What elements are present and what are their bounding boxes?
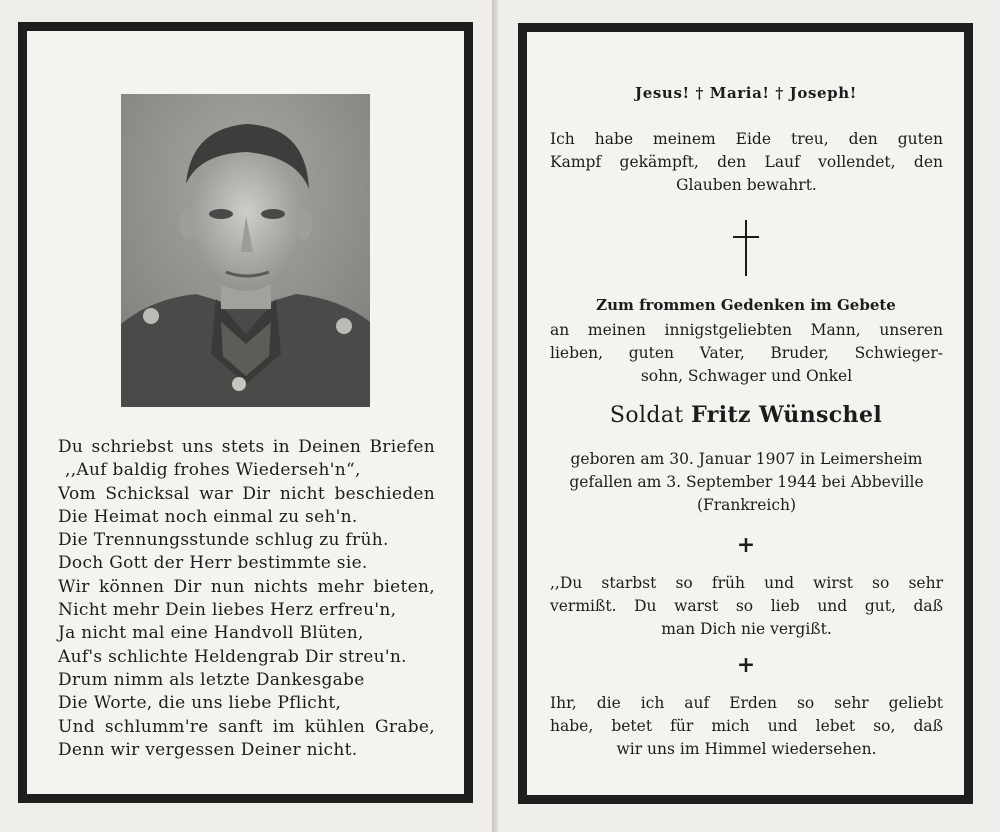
birth-line: geboren am 30. Januar 1907 in Leimersheim — [570, 450, 923, 468]
prayer-line: habe, betet für mich und lebet so, daß — [550, 717, 943, 735]
remembrance-line: an meinen innigstgeliebten Mann, unseren — [550, 321, 943, 339]
poem-line: ,,Auf baldig frohes Wiederseh'n“, — [65, 460, 361, 481]
verse-line: Ich habe meinem Eide treu, den guten — [550, 130, 943, 148]
farewell-quote — [527, 572, 965, 641]
memorial-poem — [27, 436, 465, 762]
right-mourning-border — [518, 23, 973, 804]
prayer-line: wir uns im Himmel wiedersehen. — [616, 740, 877, 758]
poem-line: Die Heimat noch einmal zu seh'n. — [58, 506, 358, 527]
poem-line: Ja nicht mal eine Handvoll Blüten, — [58, 623, 364, 644]
scripture-verse — [527, 128, 965, 197]
poem-line: Wir können Dir nun nichts mehr bieten, — [58, 576, 435, 597]
poem-line: Die Worte, die uns liebe Pflicht, — [58, 693, 342, 714]
small-cross-icon: + — [736, 532, 756, 558]
poem-line: Auf's schlichte Heldengrab Dir streu'n. — [58, 646, 407, 667]
final-prayer — [527, 692, 965, 761]
poem-line: Vom Schicksal war Dir nicht beschieden — [58, 483, 435, 504]
deceased-name — [527, 402, 965, 428]
verse-line: Kampf gekämpft, den Lauf vollendet, den — [550, 153, 943, 171]
country-line: (Frankreich) — [696, 496, 797, 514]
remembrance-heading: Zum frommen Gedenken im Gebete — [596, 296, 896, 314]
poem-line: Nicht mehr Dein liebes Herz erfreu'n, — [58, 600, 397, 621]
left-card-page — [0, 0, 492, 832]
poem-line: Doch Gott der Herr bestimmte sie. — [58, 553, 368, 574]
right-card-page — [498, 0, 1000, 832]
poem-line: Denn wir vergessen Deiner nicht. — [58, 739, 358, 760]
poem-line: Die Trennungsstunde schlug zu früh. — [58, 530, 389, 551]
remembrance-line: sohn, Schwager und Onkel — [640, 367, 853, 385]
verse-line: Glauben bewahrt. — [676, 176, 817, 194]
life-dates — [527, 448, 965, 517]
rank: Soldat — [609, 403, 684, 428]
small-cross-icon: + — [736, 652, 756, 678]
invocation-heading: Jesus! † Maria! † Joseph! — [635, 84, 857, 102]
death-line: gefallen am 3. September 1944 bei Abbeville — [569, 473, 924, 491]
quote-line: vermißt. Du warst so lieb und gut, daß — [550, 597, 943, 615]
quote-line: man Dich nie vergißt. — [661, 620, 832, 638]
remembrance-text — [527, 294, 965, 388]
soldier-portrait-photo — [121, 94, 370, 407]
quote-line: ,,Du starbst so früh und wirst so sehr — [550, 574, 943, 592]
full-name: Fritz Wünschel — [691, 402, 883, 428]
remembrance-line: lieben, guten Vater, Bruder, Schwieger- — [550, 344, 943, 362]
poem-line: Drum nimm als letzte Dankesgabe — [58, 669, 365, 690]
left-mourning-border — [18, 22, 473, 803]
poem-line: Du schriebst uns stets in Deinen Briefen — [58, 437, 435, 457]
prayer-line: Ihr, die ich auf Erden so sehr geliebt — [550, 694, 943, 712]
cross-icon — [527, 220, 965, 276]
poem-line: Und schlumm're sanft im kühlen Grabe, — [58, 716, 435, 737]
